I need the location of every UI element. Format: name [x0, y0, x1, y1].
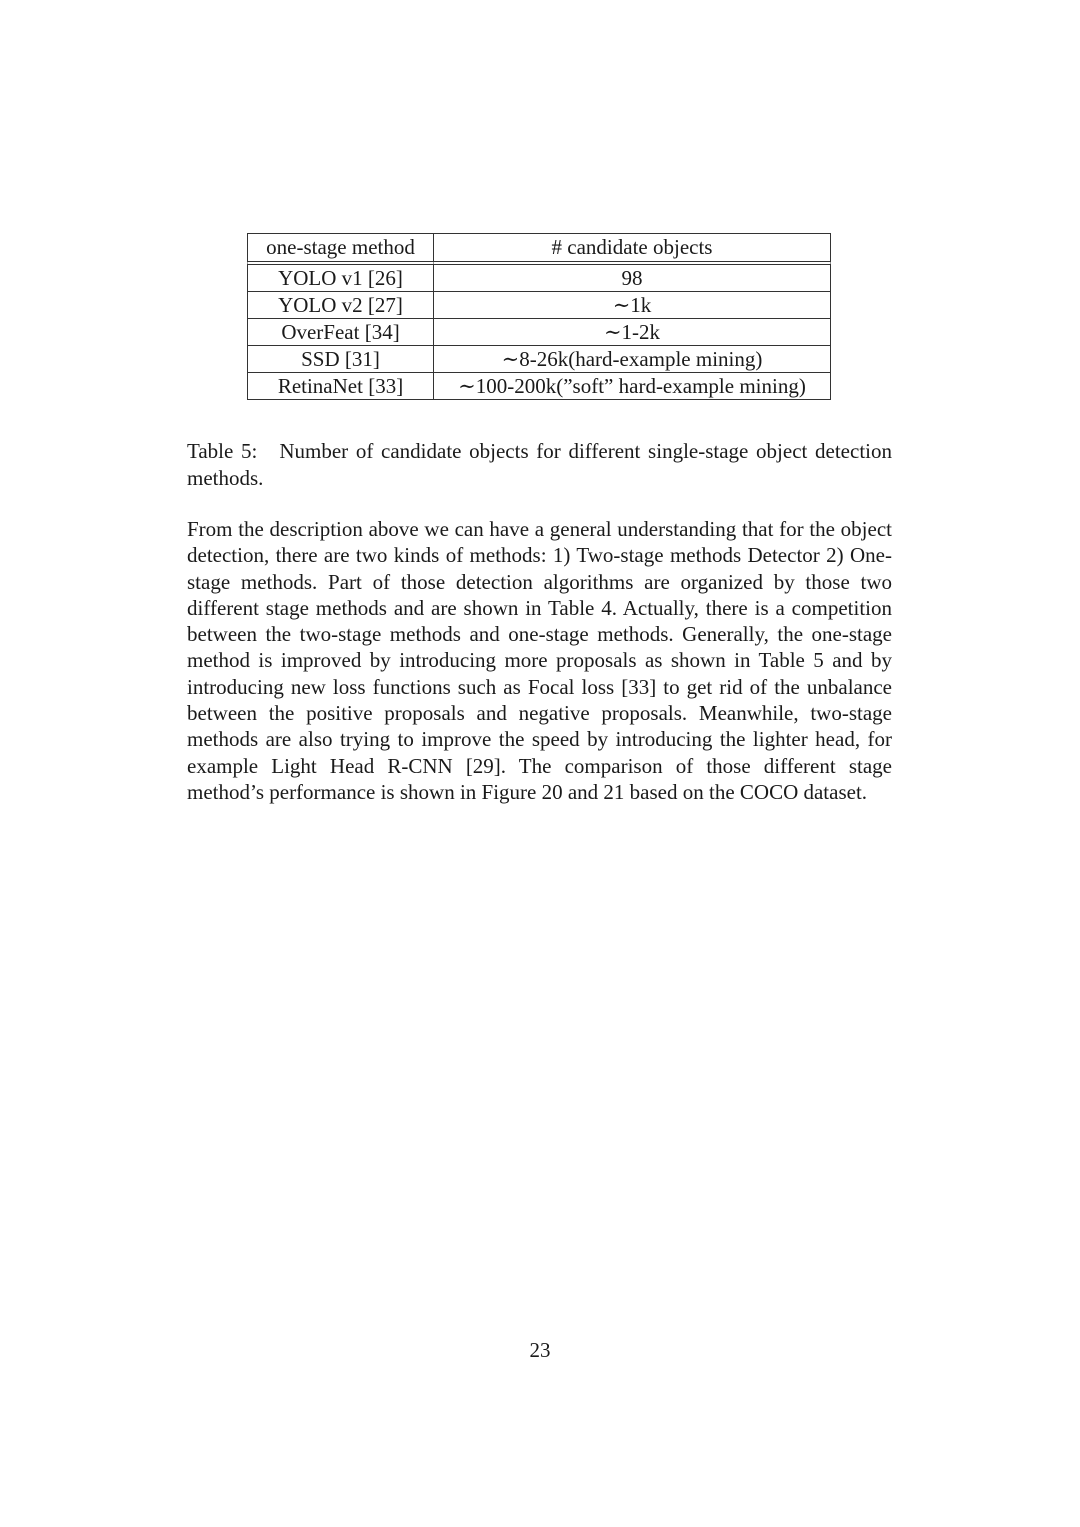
table-cell-method: RetinaNet [33]: [247, 373, 434, 400]
page-number: 23: [529, 1338, 551, 1362]
caption-text: Number of candidate objects for different single-stage object detection methods.: [187, 439, 892, 490]
table-row: [247, 319, 831, 346]
table-cell-candidates: ∼1k: [434, 292, 831, 319]
table-cell-method: OverFeat [34]: [247, 319, 434, 346]
table-cell-method: SSD [31]: [247, 346, 434, 373]
caption-label: Table 5:: [187, 439, 258, 463]
table-cell-method: YOLO v1 [26]: [247, 265, 434, 292]
table-5: [247, 233, 831, 400]
table-header-row: [247, 233, 831, 265]
table-cell-candidates: ∼1-2k: [434, 319, 831, 346]
table-cell-method: YOLO v2 [27]: [247, 292, 434, 319]
table-cell-candidates: ∼100-200k(”soft” hard-example mining): [434, 373, 831, 400]
table-row: [247, 265, 831, 292]
table-row: [247, 373, 831, 400]
table-caption: [187, 438, 892, 491]
table-row: [247, 346, 831, 373]
table-row: [247, 292, 831, 319]
candidate-objects-table: [247, 233, 831, 400]
table-header-method: one-stage method: [247, 233, 434, 265]
table-cell-candidates: 98: [434, 265, 831, 292]
table-header-candidates: # candidate objects: [434, 233, 831, 265]
table-cell-candidates: ∼8-26k(hard-example mining): [434, 346, 831, 373]
body-paragraph: From the description above we can have a general understanding that for the object detection, there are two kinds of methods: 1) Two-stage methods Detector 2) One-stage methods. Part of those detection algorithms are organized by those two different stage methods and are shown in Table 4. Actually, there is a competition between the two-stage methods and one-stage methods. Generally, the one-stage method is improved by introducing more proposals as shown in Table 5 and by introducing new loss functions such as Focal loss [33] to get rid of the unbalance between the positive proposals and negative proposals. Meanwhile, two-stage methods are also trying to improve the speed by introducing the lighter head, for example Light Head R-CNN [29]. The comparison of those different stage method’s performance is shown in Figure 20 and 21 based on the COCO dataset.: [187, 517, 892, 804]
